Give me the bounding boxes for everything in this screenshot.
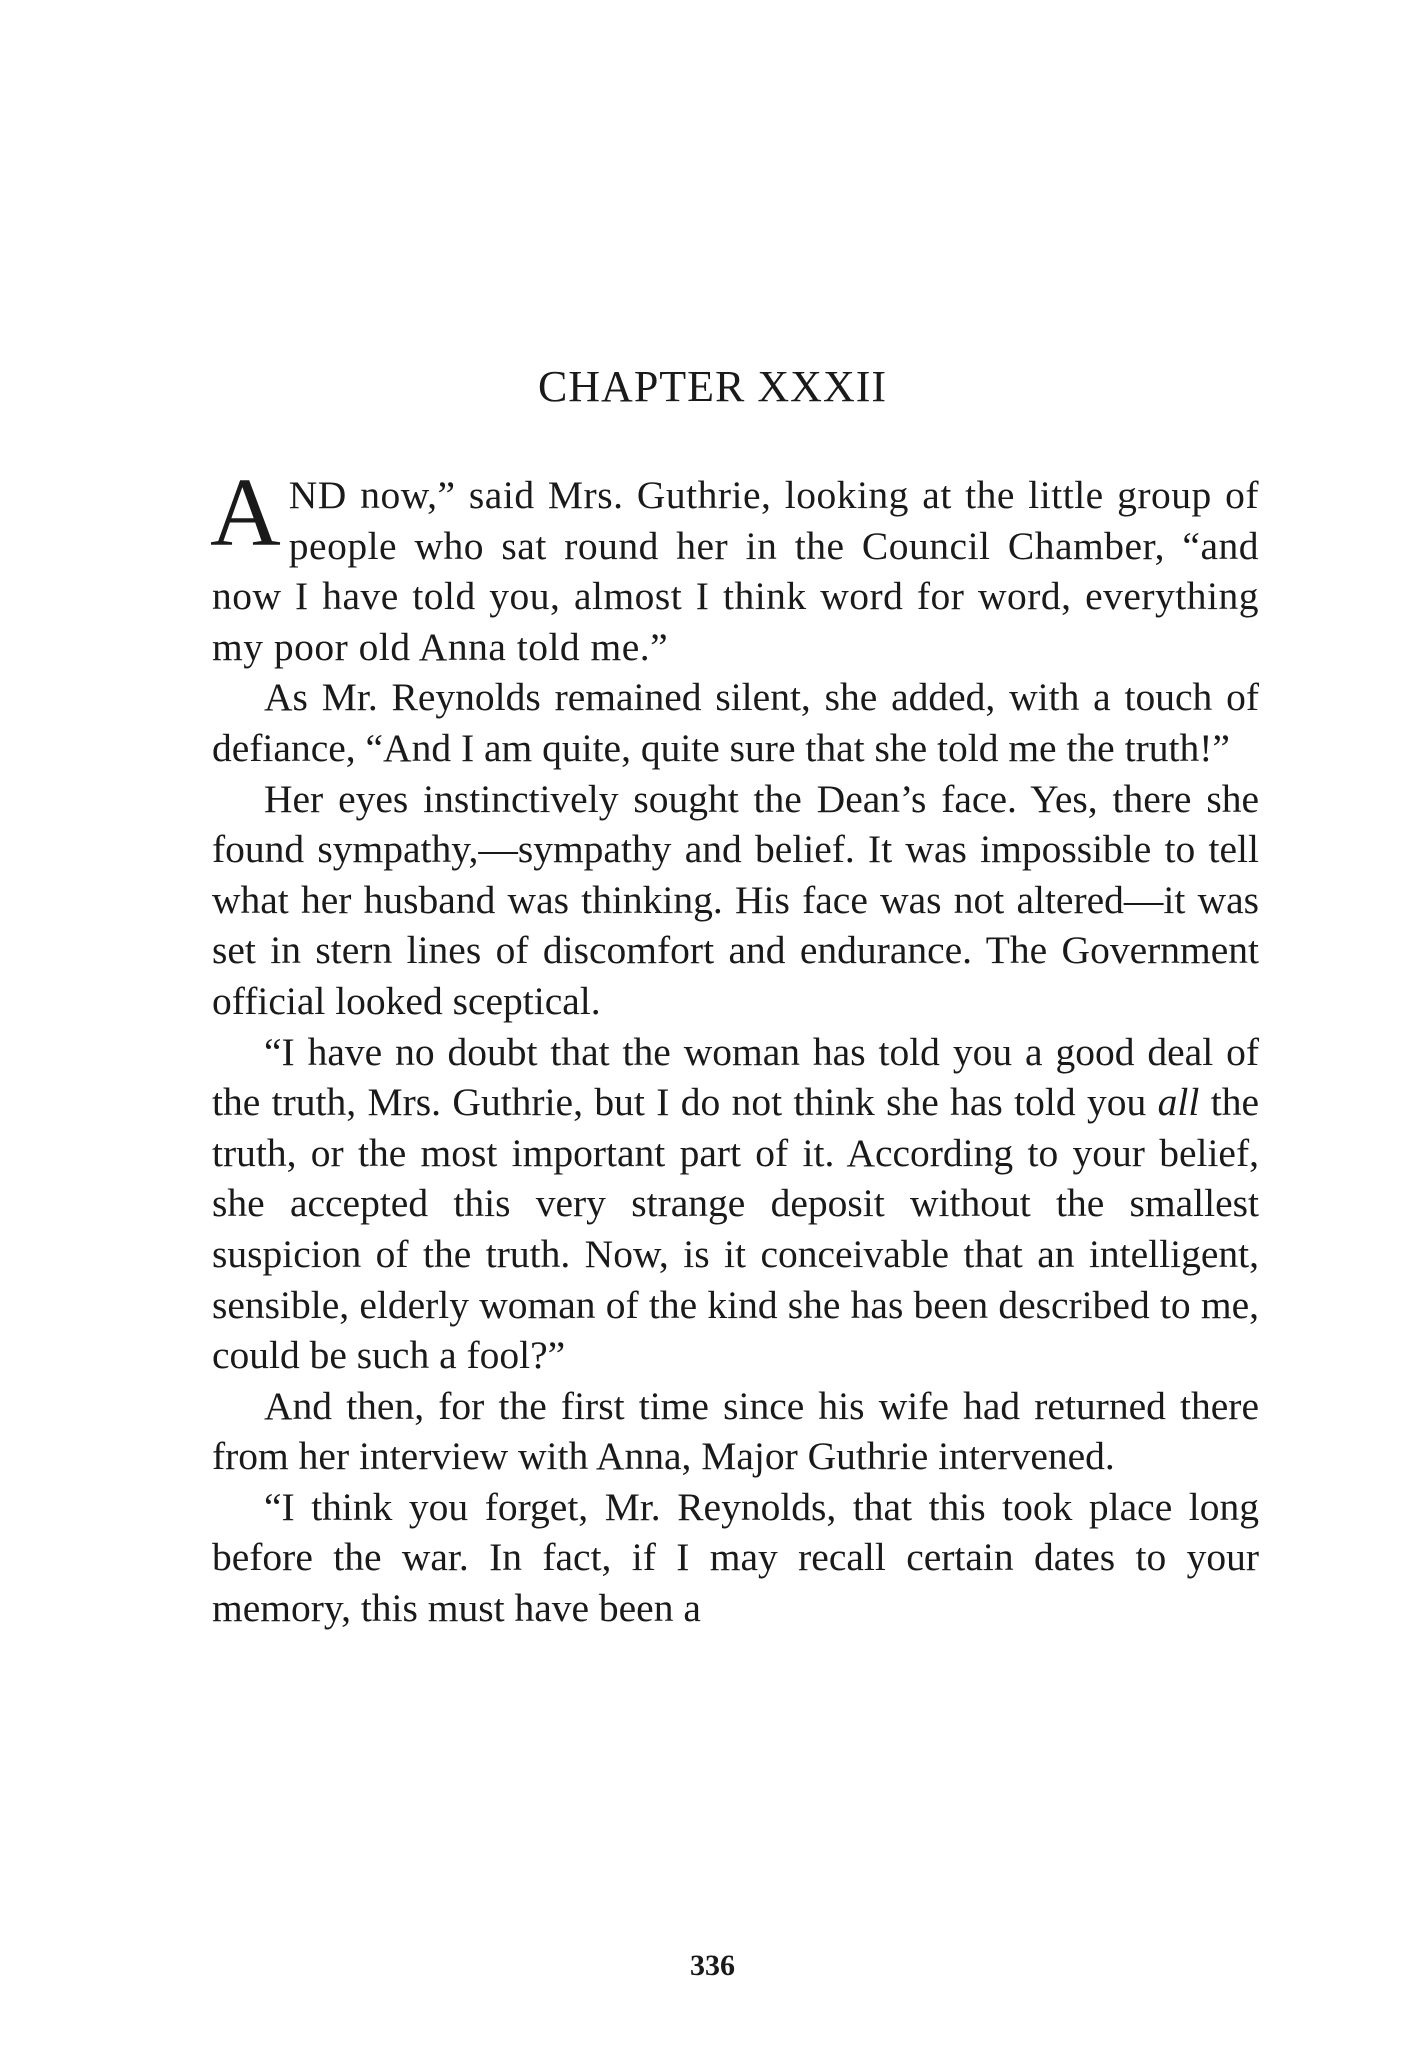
paragraph-text: And then, for the first time since his wife had returned there from her interview with Anna, Major Guthrie intervened.	[212, 1383, 1259, 1479]
chapter-heading: CHAPTER XXXII	[537, 362, 888, 411]
paragraph-text: As Mr. Reynolds remained silent, she added, with a touch of defiance, “And I am quite, quite sure that she told me the truth!”	[212, 675, 1259, 770]
paragraph-1	[210, 459, 1259, 672]
paragraph-4	[212, 1027, 1259, 1381]
drop-cap: A	[210, 459, 281, 567]
paragraph-text: Her eyes instinctively sought the Dean’s face. Yes, there she found sympathy,—sympathy and belief. It was impossible to tell what her husband was thinking. His face was not altered—it was set in stern lines of discomfort and endurance. The Government official looked sceptical.	[212, 776, 1259, 1023]
body-text	[210, 459, 1259, 1634]
paragraph-5	[212, 1381, 1259, 1482]
paragraph-3	[212, 774, 1259, 1027]
paragraph-text-after: the truth, or the most important part of it. According to your belief, she accepted this very strange deposit without the smallest suspicion of the truth. Now, is it conceivable that an intelligent, sensible, elderly woman of the kind she has been described to me, could be such a fool?”	[212, 1080, 1259, 1378]
emphasis-text: all	[1157, 1080, 1200, 1125]
paragraph-6	[212, 1482, 1259, 1634]
paragraph-text-before: “I have no doubt that the woman has told you a good deal of the truth, Mrs. Guthrie, but I do not think she has told you	[212, 1029, 1259, 1125]
page-number: 336	[690, 1949, 735, 1982]
paragraph-text: ND now,” said Mrs. Guthrie, looking at the little group of people who sat round her in the Council Chamber, “and now I have told you, almost I think word for word, everything my poor old Anna told me.”	[212, 473, 1259, 669]
paragraph-text: “I think you forget, Mr. Reynolds, that this took place long before the war. In fact, if I may recall certain dates to your memory, this must have been a	[212, 1484, 1259, 1631]
paragraph-2	[212, 672, 1259, 773]
